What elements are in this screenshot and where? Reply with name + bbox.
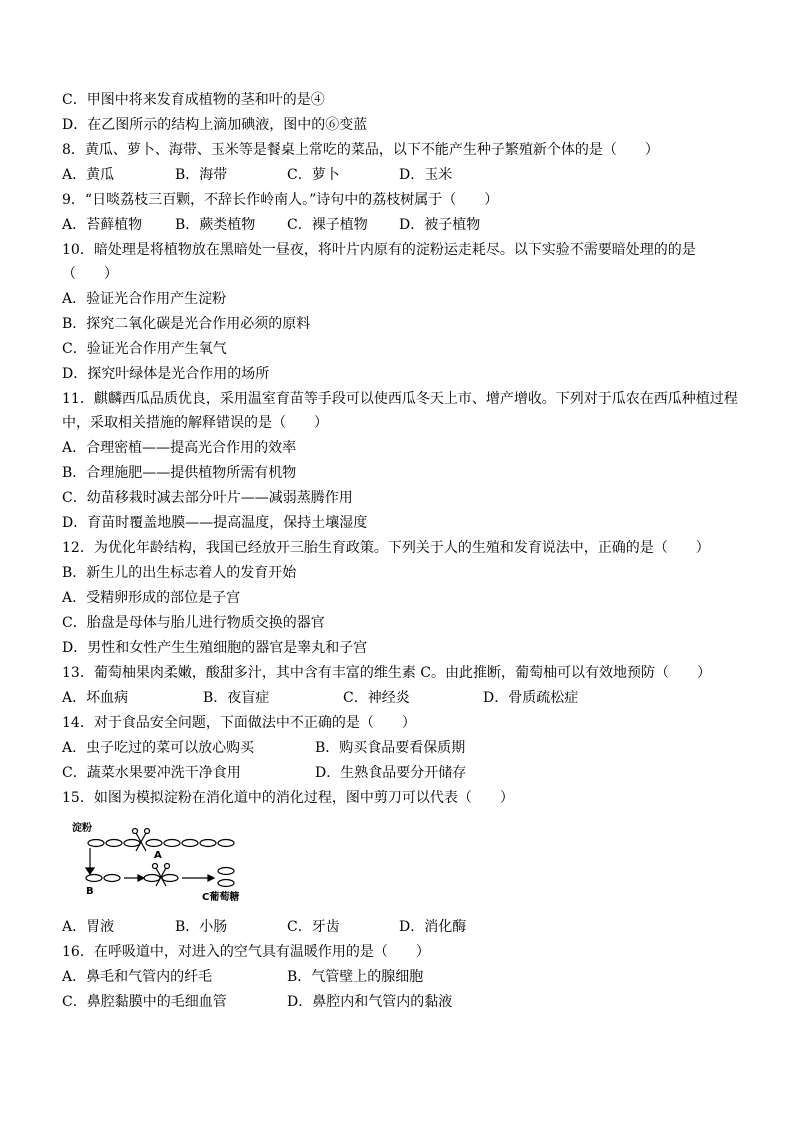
text-line: 14．对于食品安全问题，下面做法中不正确的是（ ） — [62, 715, 416, 731]
text-line: 中，采取相关措施的解释错误的是（ ） — [62, 415, 328, 431]
text-line: （ ） — [62, 266, 118, 282]
answer-option: D．生熟食品要分开储存 — [315, 765, 467, 781]
label-starch: 淀粉 — [72, 823, 92, 834]
text-line: B．合理施肥——提供植物所需有机物 — [62, 465, 297, 481]
right-arrow-icon — [124, 875, 144, 881]
right-arrow-icon-2 — [182, 875, 214, 881]
text-line: C．甲图中将来发育成植物的茎和叶的是④ — [62, 92, 325, 108]
answer-option: B．夜盲症 — [203, 690, 270, 706]
text-line: C．验证光合作用产生氧气 — [62, 341, 227, 357]
text-line: C．幼苗移栽时减去部分叶片——减弱蒸腾作用 — [62, 490, 353, 506]
answer-option: B．购买食品要看保质期 — [315, 740, 466, 756]
answer-option: C．蔬菜水果要冲洗干净食用 — [62, 765, 241, 781]
answer-option: A．黄瓜 — [62, 167, 115, 183]
text-line: 16．在呼吸道中，对进入的空气具有温暖作用的是（ ） — [62, 944, 430, 960]
answer-option: C．萝卜 — [287, 167, 340, 183]
text-line: C．胎盘是母体与胎儿进行物质交换的器官 — [62, 615, 325, 631]
text-line: 12．为优化年龄结构，我国已经放开三胎生育政策。下列关于人的生殖和发育说法中，正确的是（ ） — [62, 540, 710, 556]
down-arrow-icon — [86, 848, 94, 874]
answer-option: B．气管壁上的腺细胞 — [287, 969, 424, 985]
answer-option: D．消化酶 — [399, 919, 467, 935]
starch-digestion-diagram — [70, 820, 270, 905]
answer-option: B．蕨类植物 — [175, 217, 256, 233]
starch-chain-top — [88, 840, 234, 847]
text-line: D．探究叶绿体是光合作用的场所 — [62, 366, 270, 382]
text-line: 9．“日啖荔枝三百颗，不辞长作岭南人。”诗句中的荔枝树属于（ ） — [62, 192, 499, 208]
answer-option: C．裸子植物 — [287, 217, 368, 233]
text-line: A．合理密植——提高光合作用的效率 — [62, 440, 297, 456]
text-line: 10．暗处理是将植物放在黑暗处一昼夜，将叶片内原有的淀粉运走耗尽。以下实验不需要暗处理的的是 — [62, 242, 696, 258]
q12-option-b: B．新生儿的出生标志着人的发育开始 — [62, 565, 297, 581]
text-line: 8．黄瓜、萝卜、海带、玉米等是餐桌上常吃的菜品，以下不能产生种子繁殖新个体的是（ ） — [62, 142, 659, 158]
answer-option: C．鼻腔黏膜中的毛细血管 — [62, 994, 227, 1010]
answer-option: B．海带 — [175, 167, 228, 183]
answer-option: C．神经炎 — [343, 690, 410, 706]
answer-option: A．胃液 — [62, 919, 115, 935]
answer-option: D．骨质疏松症 — [483, 690, 579, 706]
q12-option-a: A．受精卵形成的部位是子宫 — [62, 590, 241, 606]
label-b: B — [86, 886, 94, 897]
label-a: A — [154, 850, 162, 861]
answer-option: B．小肠 — [175, 919, 228, 935]
glucose-units — [218, 868, 234, 887]
text-line: D．男性和女性产生生殖细胞的器官是睾丸和子宫 — [62, 640, 368, 656]
text-line: 11．麒麟西瓜品质优良，采用温室育苗等手段可以使西瓜冬天上市、增产增收。下列对于瓜农在西瓜种植过程 — [62, 391, 738, 407]
answer-option: A．鼻毛和气管内的纤毛 — [62, 969, 213, 985]
answer-option: C．牙齿 — [287, 919, 340, 935]
text-line: 15．如图为模拟淀粉在消化道中的消化过程，图中剪刀可以代表（ ） — [62, 790, 514, 806]
text-line: D．育苗时覆盖地膜——提高温度，保持土壤湿度 — [62, 515, 368, 531]
answer-option: D．鼻腔内和气管内的黏液 — [287, 994, 453, 1010]
answer-option: D．被子植物 — [399, 217, 481, 233]
text-line: A．验证光合作用产生淀粉 — [62, 291, 227, 307]
label-c-glucose: C葡萄糖 — [202, 892, 240, 903]
text-line: 13．葡萄柚果肉柔嫩，酸甜多汁，其中含有丰富的维生素 C。由此推断，葡萄柚可以有效地预防（ ） — [62, 665, 711, 681]
answer-option: A．坏血病 — [62, 690, 129, 706]
text-line: D．在乙图所示的结构上滴加碘液，图中的⑥变蓝 — [62, 117, 368, 133]
answer-option: D．玉米 — [399, 167, 453, 183]
answer-option: A．苔藓植物 — [62, 217, 143, 233]
text-line: B．探究二氧化碳是光合作用必须的原料 — [62, 316, 311, 332]
answer-option: A．虫子吃过的菜可以放心购买 — [62, 740, 255, 756]
